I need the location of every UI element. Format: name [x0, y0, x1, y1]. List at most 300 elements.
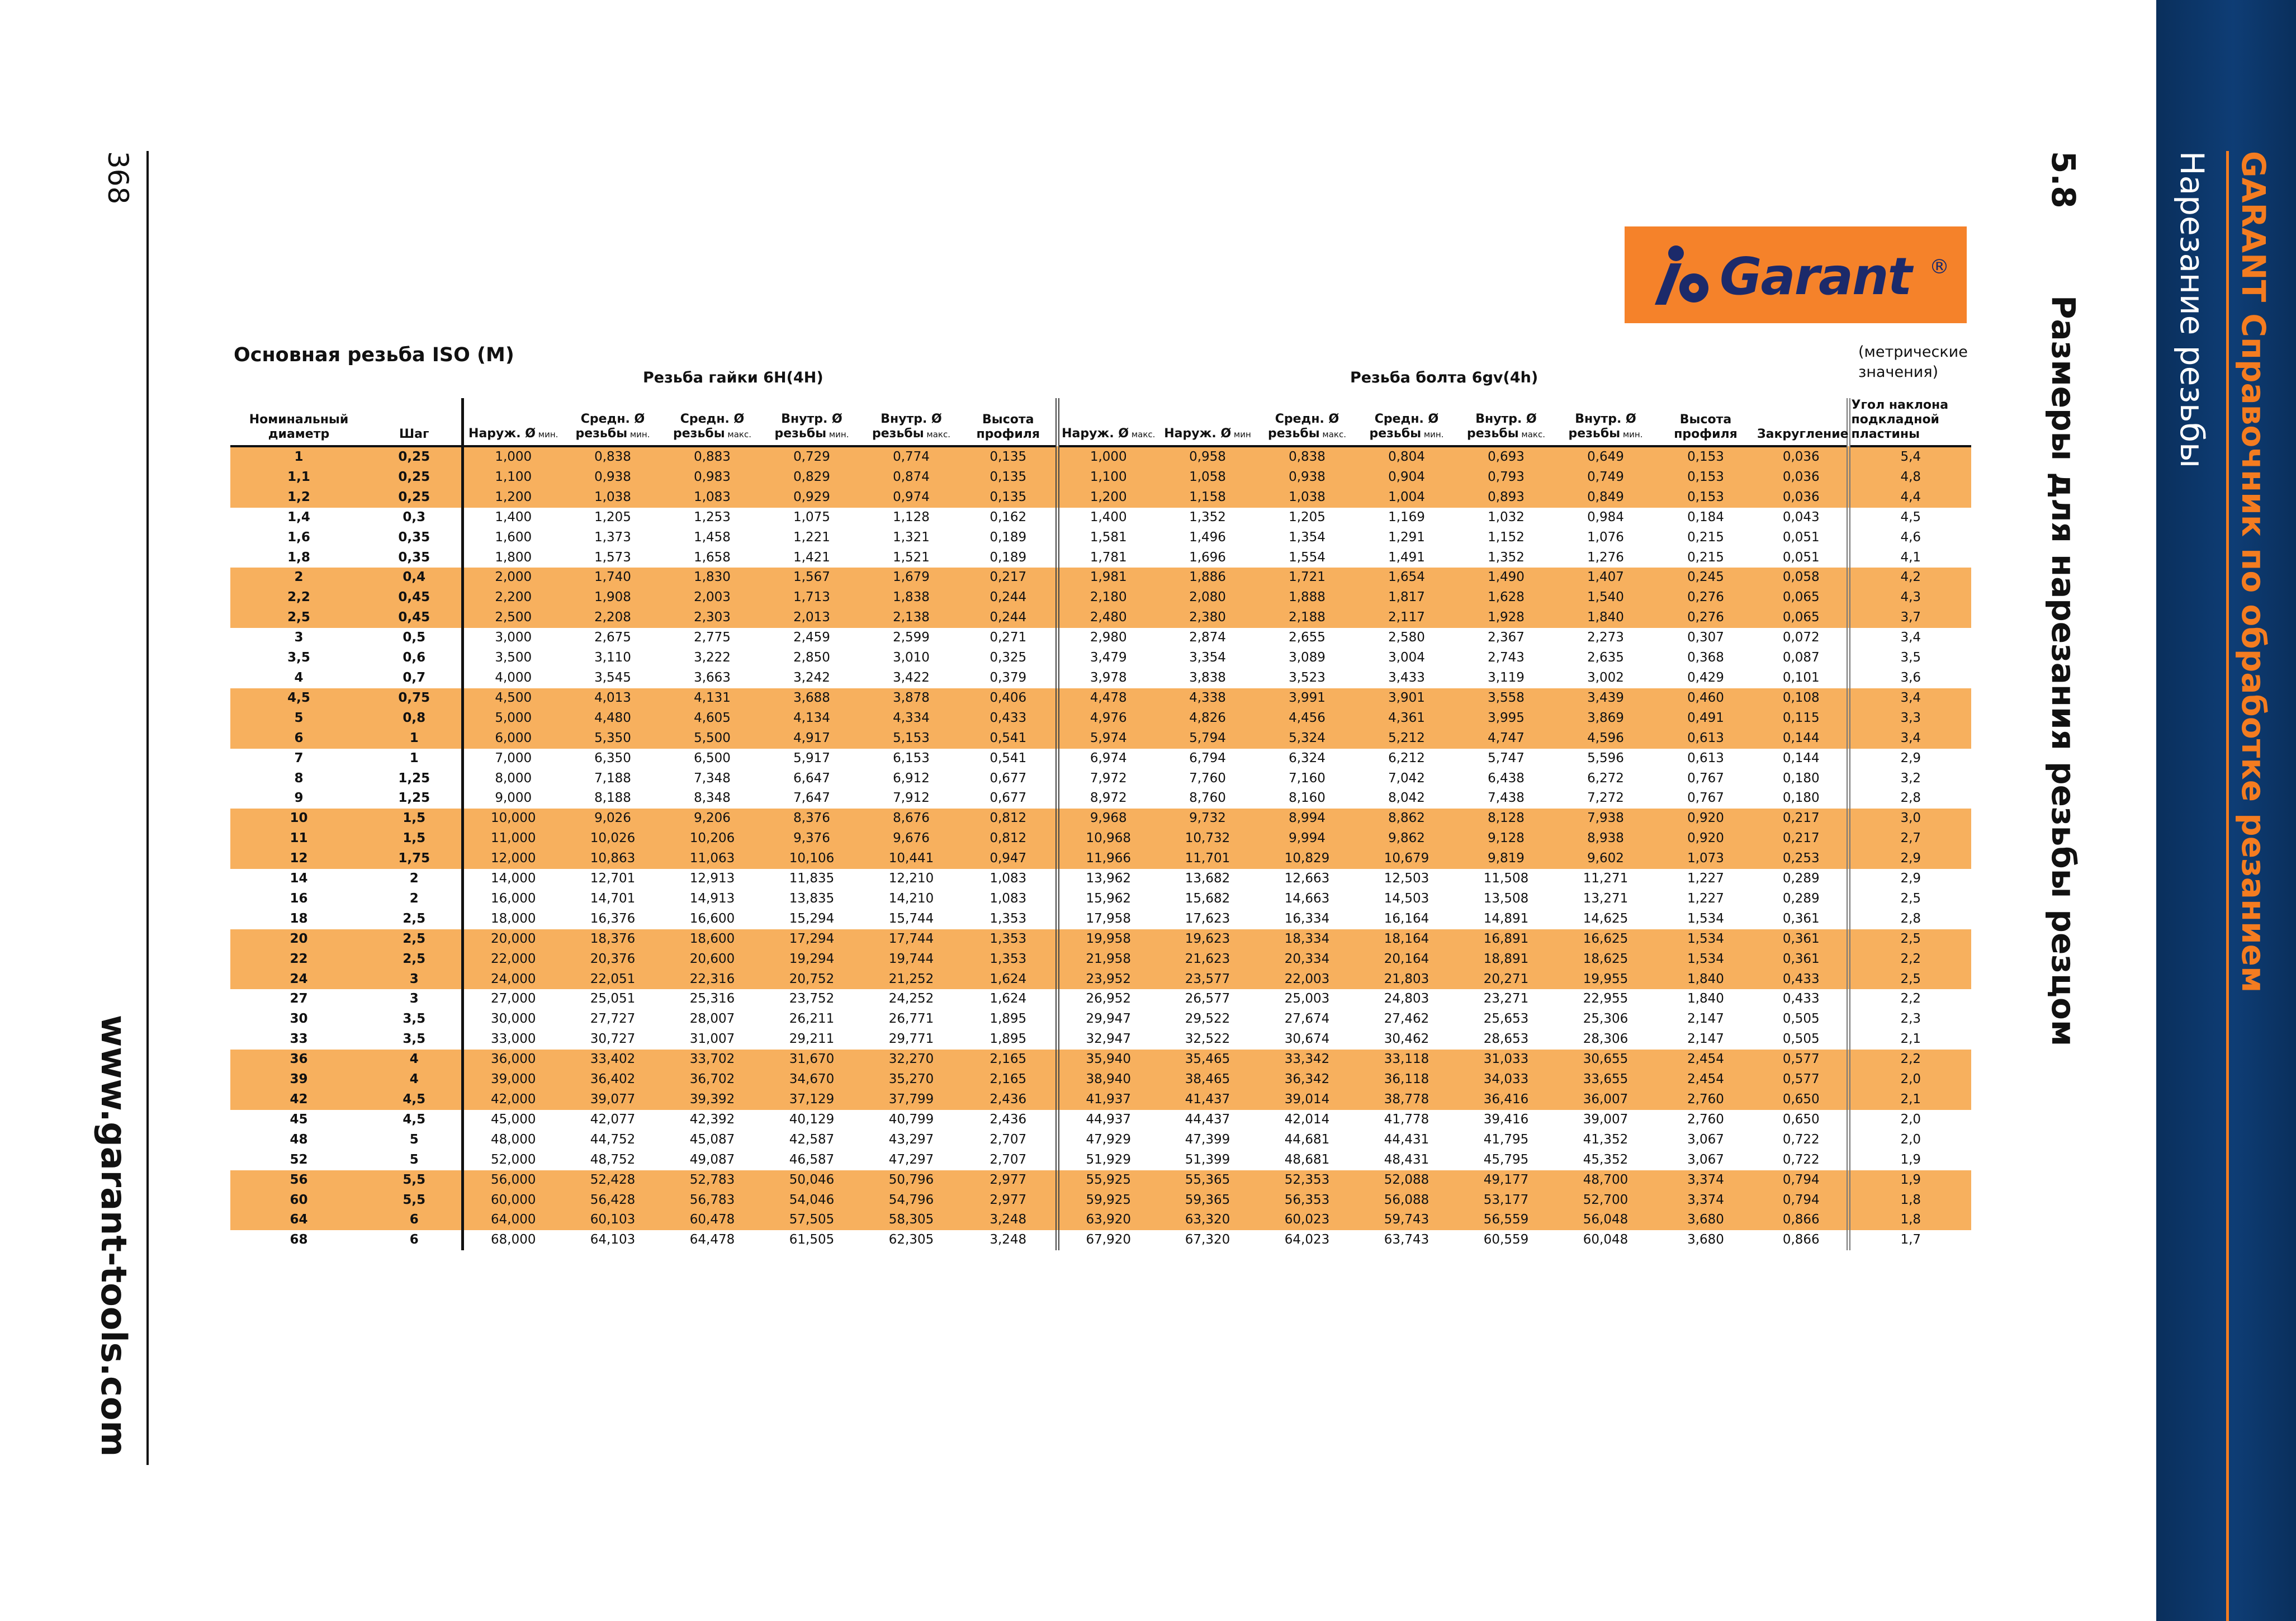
table-cell: 0,983	[662, 467, 762, 488]
table-cell: 0,058	[1756, 568, 1848, 588]
table-cell: 3,004	[1388, 650, 1425, 665]
table-cell: 36,416	[1456, 1090, 1556, 1110]
table-cell: 41,352	[1583, 1132, 1628, 1147]
table-cell: 6,500	[694, 750, 731, 765]
column-header-label: Наруж. Ø	[468, 427, 536, 441]
table-cell: 18,334	[1257, 929, 1357, 949]
column-header	[563, 398, 662, 446]
table-cell: 0,25	[367, 467, 462, 488]
table-cell: 4,500	[462, 688, 563, 708]
table-cell: 18,625	[1556, 949, 1655, 970]
table-cell: 1,886	[1158, 568, 1257, 588]
table-cell: 0,829	[762, 467, 861, 488]
table-cell: 5,596	[1587, 750, 1624, 765]
table-cell: 20,752	[762, 970, 861, 990]
table-cell: 1,352	[1488, 550, 1525, 565]
table-cell: 2,0	[1900, 1132, 1921, 1147]
table-cell: 8,760	[1189, 791, 1226, 806]
table-cell: 9,128	[1456, 829, 1556, 849]
table-cell: 1,838	[861, 588, 961, 608]
table-cell: 0,938	[563, 467, 662, 488]
website-link[interactable]: www.garant-tools.com	[93, 1015, 134, 1457]
table-cell: 36,118	[1357, 1070, 1456, 1090]
table-cell: 42,587	[789, 1132, 835, 1147]
table-cell: 10,732	[1158, 829, 1257, 849]
table-row	[230, 769, 1971, 789]
table-cell: 14	[290, 871, 308, 886]
table-cell: 1,227	[1687, 891, 1724, 906]
table-cell: 68,000	[491, 1232, 536, 1247]
column-header-label: Средн. Ø резьбы	[673, 412, 745, 441]
table-cell: 64,000	[462, 1210, 563, 1230]
table-cell: 2,0	[1900, 1112, 1921, 1127]
table-cell: 1,521	[893, 550, 930, 565]
table-cell: 29,947	[1086, 1012, 1131, 1027]
table-cell: 0,460	[1655, 688, 1756, 708]
table-cell: 12,701	[590, 871, 636, 886]
table-cell: 12,913	[689, 871, 735, 886]
table-header-row	[230, 398, 1971, 446]
table-cell: 23,577	[1158, 970, 1257, 990]
table-cell: 5,324	[1257, 729, 1357, 749]
table-cell: 52,428	[563, 1170, 662, 1190]
table-cell: 56,048	[1556, 1210, 1655, 1230]
table-cell: 59,743	[1357, 1210, 1456, 1230]
table-cell: 8	[294, 771, 304, 786]
table-cell: 0,838	[1257, 446, 1357, 467]
table-cell: 1,353	[961, 949, 1057, 970]
table-cell: 0,920	[1655, 829, 1756, 849]
table-cell: 4,917	[762, 729, 861, 749]
table-cell: 36	[230, 1050, 367, 1070]
table-cell: 1,004	[1357, 488, 1456, 508]
left-divider	[146, 151, 149, 1465]
table-cell: 3,119	[1488, 670, 1525, 685]
table-cell: 6,438	[1488, 771, 1525, 786]
table-cell: 0,883	[662, 446, 762, 467]
table-cell: 1,908	[563, 588, 662, 608]
table-cell: 58,305	[861, 1210, 961, 1230]
table-cell: 2,977	[961, 1170, 1057, 1190]
table-cell: 1,75	[367, 849, 462, 869]
table-cell: 3,2	[1900, 771, 1921, 786]
table-cell: 0,25	[367, 488, 462, 508]
table-cell: 0,874	[861, 467, 961, 488]
table-cell: 12,503	[1384, 871, 1429, 886]
table-cell: 22,000	[462, 949, 563, 970]
table-cell: 3,3	[1848, 708, 1971, 729]
table-cell: 2,080	[1158, 588, 1257, 608]
garant-logo-icon	[1654, 243, 1715, 308]
table-cell: 64,103	[590, 1232, 636, 1247]
table-cell: 21,252	[861, 970, 961, 990]
section-title: Размеры для нарезания резьбы резцом	[2044, 295, 2082, 1047]
table-cell: 20,334	[1257, 949, 1357, 970]
table-cell: 33,655	[1556, 1070, 1655, 1090]
table-cell: 0,184	[1687, 509, 1724, 524]
table-row	[230, 1009, 1971, 1029]
column-header	[1848, 398, 1971, 446]
column-header	[1257, 398, 1357, 446]
table-cell: 0,793	[1456, 467, 1556, 488]
table-cell: 1,083	[662, 488, 762, 508]
table-cell: 0,866	[1756, 1230, 1848, 1250]
table-row	[230, 1050, 1971, 1070]
table-cell: 1,840	[1687, 991, 1724, 1006]
table-cell: 67,920	[1086, 1232, 1131, 1247]
table-cell: 0,4	[367, 568, 462, 588]
table-cell: 2	[367, 869, 462, 889]
table-cell: 7,972	[1090, 771, 1127, 786]
table-cell: 1,205	[594, 509, 631, 524]
table-cell: 15,294	[789, 911, 835, 926]
table-row	[230, 1110, 1971, 1130]
table-cell: 1,25	[367, 788, 462, 809]
table-cell: 1,540	[1556, 588, 1655, 608]
table-cell: 4,5	[367, 1090, 462, 1110]
table-cell: 39,077	[563, 1090, 662, 1110]
table-cell: 0,849	[1556, 488, 1655, 508]
table-cell: 57,505	[762, 1210, 861, 1230]
table-row	[230, 989, 1971, 1009]
table-cell: 27,674	[1284, 1012, 1330, 1027]
column-header-qualifier: макс.	[725, 429, 751, 439]
table-cell: 1,781	[1090, 550, 1127, 565]
table-cell: 11,966	[1057, 849, 1158, 869]
table-cell: 3,110	[594, 650, 631, 665]
table-cell: 0,135	[961, 467, 1057, 488]
table-cell: 1,352	[1189, 509, 1226, 524]
table-cell: 1,928	[1456, 608, 1556, 628]
table-cell: 5,4	[1848, 446, 1971, 467]
column-header-qualifier: мин	[1231, 429, 1251, 439]
table-cell: 13,271	[1583, 891, 1628, 906]
column-header-label: Средн. Ø резьбы	[1369, 412, 1439, 441]
table-cell: 1,490	[1456, 568, 1556, 588]
table-cell: 0,325	[961, 648, 1057, 668]
column-header-label: Закругление	[1757, 427, 1849, 441]
table-cell: 1,353	[961, 909, 1057, 929]
table-cell: 0,036	[1756, 446, 1848, 467]
table-cell: 26,211	[789, 1012, 835, 1027]
table-cell: 55,925	[1057, 1170, 1158, 1190]
table-cell: 52,700	[1556, 1190, 1655, 1211]
table-cell: 0,379	[961, 668, 1057, 688]
table-cell: 8,972	[1090, 791, 1127, 806]
table-cell: 1,169	[1388, 509, 1425, 524]
table-cell: 3,422	[893, 670, 930, 685]
table-cell: 64,478	[689, 1232, 735, 1247]
table-cell: 4	[367, 1070, 462, 1090]
table-cell: 47,399	[1185, 1132, 1230, 1147]
table-cell: 61,505	[789, 1232, 835, 1247]
table-cell: 0,774	[861, 446, 961, 467]
table-cell: 2,303	[662, 608, 762, 628]
table-cell: 2,707	[961, 1130, 1057, 1150]
table-cell: 2,436	[961, 1110, 1057, 1130]
table-cell: 18	[290, 911, 308, 926]
table-cell: 63,743	[1384, 1232, 1429, 1247]
table-row	[230, 1150, 1971, 1170]
table-cell: 2,9	[1900, 750, 1921, 765]
table-cell: 0,215	[1687, 550, 1724, 565]
table-cell: 24,252	[888, 991, 934, 1006]
table-row	[230, 949, 1971, 970]
table-cell: 35,940	[1057, 1050, 1158, 1070]
table-cell: 51,399	[1185, 1152, 1230, 1167]
table-cell: 20,271	[1456, 970, 1556, 990]
table-cell: 14,891	[1483, 911, 1529, 926]
table-cell: 1,458	[694, 530, 731, 545]
table-cell: 4,8	[1848, 467, 1971, 488]
table-cell: 2,165	[961, 1050, 1057, 1070]
table-cell: 56,428	[563, 1190, 662, 1211]
table-cell: 29,771	[888, 1032, 934, 1047]
table-cell: 2,5	[1848, 970, 1971, 990]
table-row	[230, 849, 1971, 869]
table-cell: 1,075	[793, 509, 830, 524]
column-header	[230, 398, 367, 446]
table-cell: 1	[367, 749, 462, 769]
table-row	[230, 788, 1971, 809]
garant-logo-text: Garant	[1720, 247, 1911, 306]
table-cell: 0,8	[367, 708, 462, 729]
table-cell: 1,158	[1158, 488, 1257, 508]
table-cell: 60,103	[563, 1210, 662, 1230]
band-subtitle: Нарезание резьбы	[2173, 151, 2211, 468]
table-cell: 0,101	[1756, 668, 1848, 688]
table-row	[230, 446, 1971, 467]
table-cell: 0,35	[367, 528, 462, 548]
table-cell: 22	[230, 949, 367, 970]
table-cell: 0,087	[1756, 648, 1848, 668]
table-cell: 0,217	[961, 568, 1057, 588]
table-cell: 0,958	[1158, 446, 1257, 467]
table-cell: 16,334	[1284, 911, 1330, 926]
table-cell: 55,365	[1158, 1170, 1257, 1190]
table-cell: 19,744	[861, 949, 961, 970]
table-row	[230, 729, 1971, 749]
table-cell: 12	[230, 849, 367, 869]
table-cell: 1,800	[495, 550, 532, 565]
table-cell: 4,747	[1456, 729, 1556, 749]
table-cell: 2,655	[1289, 630, 1325, 645]
table-cell: 3,878	[861, 688, 961, 708]
table-row	[230, 588, 1971, 608]
table-cell: 6,974	[1090, 750, 1127, 765]
table-cell: 0,767	[1687, 791, 1724, 806]
table-cell: 4,361	[1357, 708, 1456, 729]
table-cell: 1,817	[1357, 588, 1456, 608]
table-cell: 7	[294, 750, 304, 765]
table-cell: 0,433	[961, 708, 1057, 729]
table-cell: 7,938	[1556, 809, 1655, 829]
table-cell: 0,051	[1756, 548, 1848, 568]
table-cell: 3,838	[1189, 670, 1226, 685]
table-cell: 5,500	[662, 729, 762, 749]
table-cell: 5,350	[563, 729, 662, 749]
table-cell: 23,952	[1057, 970, 1158, 990]
table-cell: 9	[294, 791, 304, 806]
table-row	[230, 909, 1971, 929]
table-cell: 62,305	[888, 1232, 934, 1247]
column-header-qualifier: макс.	[1518, 429, 1545, 439]
table-cell: 42	[230, 1090, 367, 1110]
column-header	[961, 398, 1057, 446]
table-cell: 33,702	[662, 1050, 762, 1070]
table-cell: 10,106	[762, 849, 861, 869]
table-cell: 3,978	[1090, 670, 1127, 685]
table-row	[230, 628, 1971, 648]
table-cell: 1,9	[1900, 1152, 1921, 1167]
table-cell: 1,2	[230, 488, 367, 508]
table-row	[230, 508, 1971, 528]
table-cell: 8,160	[1289, 791, 1325, 806]
thread-dimensions-table	[230, 398, 1971, 1250]
table-cell: 30,462	[1384, 1032, 1429, 1047]
table-cell: 3,4	[1848, 729, 1971, 749]
table-cell: 1,581	[1090, 530, 1127, 545]
table-row	[230, 1130, 1971, 1150]
table-row	[230, 1090, 1971, 1110]
table-cell: 60,559	[1483, 1232, 1529, 1247]
table-cell: 6	[230, 729, 367, 749]
table-cell: 1,200	[1057, 488, 1158, 508]
table-cell: 2,459	[793, 630, 830, 645]
table-cell: 39,000	[462, 1070, 563, 1090]
table-cell: 3,680	[1655, 1210, 1756, 1230]
table-cell: 4,976	[1057, 708, 1158, 729]
table-cell: 3,002	[1587, 670, 1624, 685]
table-cell: 1,567	[762, 568, 861, 588]
table-cell: 0,153	[1655, 446, 1756, 467]
table-cell: 25,653	[1483, 1012, 1529, 1027]
table-cell: 10,829	[1257, 849, 1357, 869]
table-cell: 8,862	[1357, 809, 1456, 829]
table-row	[230, 488, 1971, 508]
table-cell: 15,682	[1185, 891, 1230, 906]
table-body	[230, 446, 1971, 1250]
table-cell: 9,602	[1556, 849, 1655, 869]
table-cell: 11,701	[1158, 849, 1257, 869]
table-cell: 2,165	[961, 1070, 1057, 1090]
table-cell: 1,496	[1189, 530, 1226, 545]
table-cell: 16,600	[689, 911, 735, 926]
table-row	[230, 929, 1971, 949]
table-cell: 21,803	[1357, 970, 1456, 990]
table-cell: 1,000	[1057, 446, 1158, 467]
table-cell: 0,276	[1655, 588, 1756, 608]
table-cell: 17,958	[1086, 911, 1131, 926]
table-cell: 7,438	[1488, 791, 1525, 806]
table-cell: 1,5	[367, 829, 462, 849]
table-cell: 15,744	[888, 911, 934, 926]
table-cell: 0,491	[1655, 708, 1756, 729]
table-cell: 1,400	[1090, 509, 1127, 524]
table-cell: 0,541	[961, 749, 1057, 769]
table-cell: 0,144	[1756, 729, 1848, 749]
table-cell: 20,376	[563, 949, 662, 970]
table-cell: 0,729	[762, 446, 861, 467]
table-cell: 3,222	[694, 650, 731, 665]
table-cell: 48,000	[491, 1132, 536, 1147]
column-header	[1357, 398, 1456, 446]
column-header-qualifier: макс.	[924, 429, 950, 439]
table-cell: 1,1	[230, 467, 367, 488]
table-cell: 10,968	[1057, 829, 1158, 849]
table-cell: 48	[290, 1132, 308, 1147]
table-cell: 5,153	[861, 729, 961, 749]
column-header-label: Средн. Ø резьбы	[575, 412, 645, 441]
table-cell: 4,826	[1158, 708, 1257, 729]
table-cell: 3,354	[1189, 650, 1226, 665]
table-cell: 2,5	[367, 949, 462, 970]
table-cell: 13,508	[1483, 891, 1529, 906]
column-header-label: Угол наклона подкладной пластины	[1851, 398, 1949, 441]
table-row	[230, 1210, 1971, 1230]
table-cell: 3,680	[1687, 1232, 1724, 1247]
table-cell: 2,874	[1189, 630, 1226, 645]
table-cell: 32,522	[1185, 1032, 1230, 1047]
table-cell: 1,713	[762, 588, 861, 608]
table-cell: 26,952	[1086, 991, 1131, 1006]
table-cell: 1,353	[961, 929, 1057, 949]
table-cell: 1,205	[1289, 509, 1325, 524]
table-cell: 48,681	[1284, 1152, 1330, 1167]
table-cell: 34,670	[762, 1070, 861, 1090]
table-cell: 2,760	[1687, 1112, 1724, 1127]
table-cell: 1,534	[1655, 949, 1756, 970]
table-cell: 45	[290, 1112, 308, 1127]
column-header-label: Номинальный диаметр	[249, 413, 349, 441]
table-cell: 52,783	[662, 1170, 762, 1190]
table-cell: 6,153	[893, 750, 930, 765]
table-cell: 0,577	[1756, 1070, 1848, 1090]
table-cell: 2	[367, 889, 462, 909]
table-cell: 0,7	[367, 668, 462, 688]
table-cell: 30,655	[1556, 1050, 1655, 1070]
table-cell: 30	[290, 1012, 308, 1027]
table-cell: 0,35	[367, 548, 462, 568]
table-cell: 2,1	[1900, 1032, 1921, 1047]
table-cell: 6	[367, 1230, 462, 1250]
table-cell: 39,392	[662, 1090, 762, 1110]
table-cell: 2,2	[1848, 1050, 1971, 1070]
table-cell: 1,407	[1556, 568, 1655, 588]
table-cell: 44,681	[1284, 1132, 1330, 1147]
table-cell: 3	[294, 630, 304, 645]
table-cell: 13,835	[789, 891, 835, 906]
table-cell: 47,929	[1086, 1132, 1131, 1147]
table-cell: 5,000	[462, 708, 563, 729]
table-cell: 6,000	[462, 729, 563, 749]
table-cell: 56,353	[1257, 1190, 1357, 1211]
table-cell: 19,955	[1556, 970, 1655, 990]
table-cell: 5,974	[1057, 729, 1158, 749]
table-cell: 41,937	[1057, 1090, 1158, 1110]
table-row	[230, 970, 1971, 990]
table-cell: 1,276	[1587, 550, 1624, 565]
column-header-label: Внутр. Ø резьбы	[1568, 412, 1636, 441]
table-cell: 5	[367, 1130, 462, 1150]
table-row	[230, 467, 1971, 488]
table-cell: 0,613	[1687, 750, 1724, 765]
table-cell: 1,128	[893, 509, 930, 524]
table-cell: 0,45	[367, 588, 462, 608]
table-cell: 47,297	[888, 1152, 934, 1167]
table-cell: 4	[367, 1050, 462, 1070]
table-cell: 1,100	[1057, 467, 1158, 488]
